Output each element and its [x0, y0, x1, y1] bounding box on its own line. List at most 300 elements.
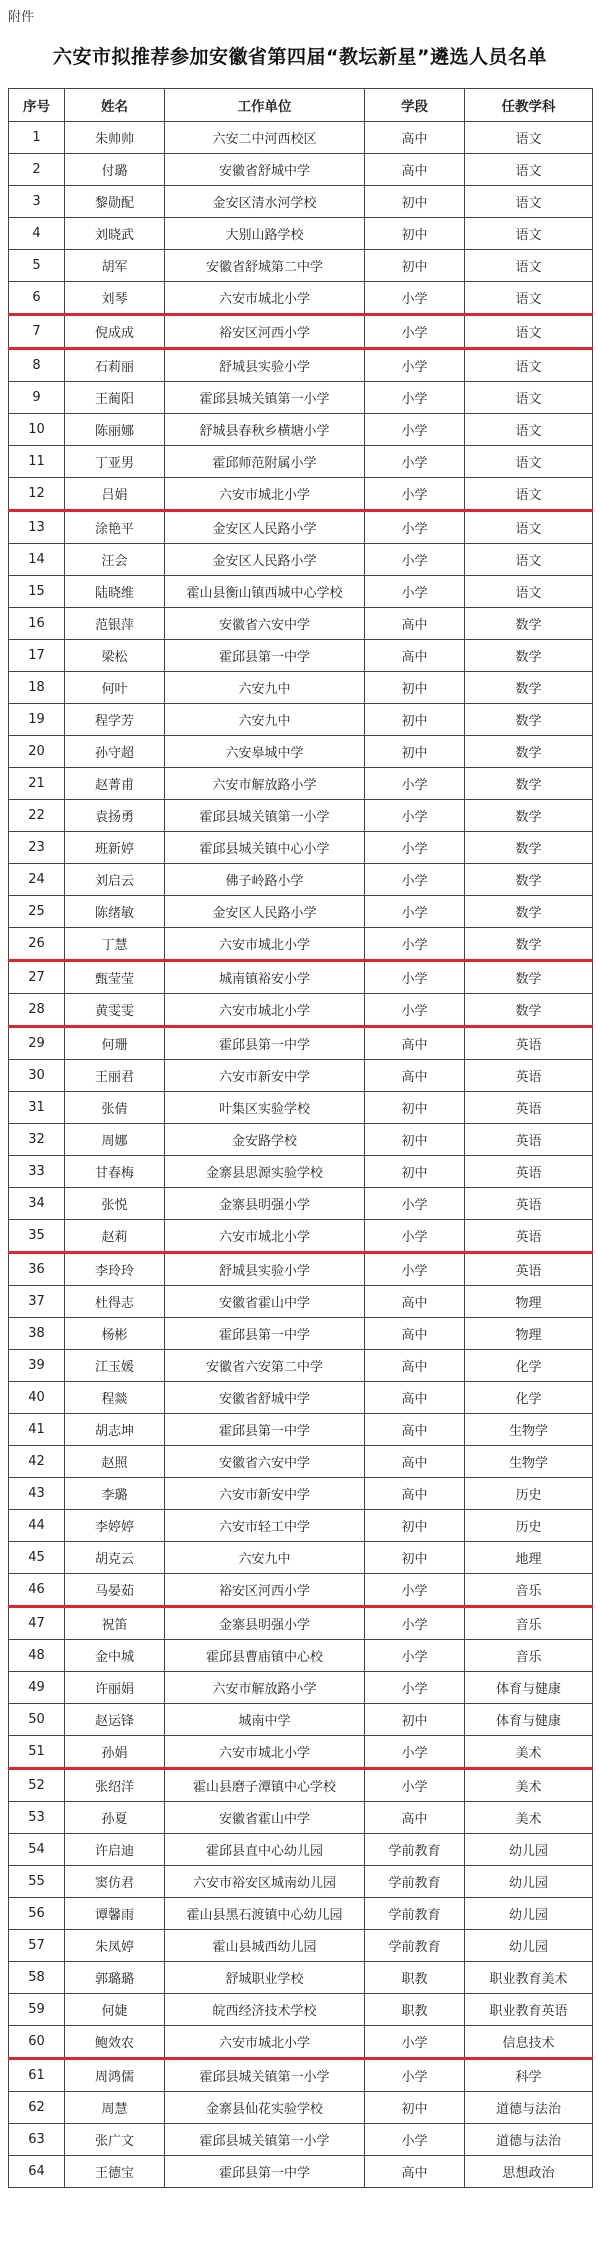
cell-number: 30 [9, 1060, 65, 1092]
cell-subject: 音乐 [465, 1607, 593, 1640]
cell-name: 何珊 [65, 1027, 165, 1060]
cell-subject: 数学 [465, 994, 593, 1027]
cell-name: 张悦 [65, 1188, 165, 1220]
cell-school-stage: 小学 [365, 1188, 465, 1220]
cell-work-unit: 叶集区实验学校 [165, 1092, 365, 1124]
table-row [9, 608, 593, 640]
cell-subject: 职业教育美术 [465, 1962, 593, 1994]
cell-number: 62 [9, 2092, 65, 2124]
cell-name: 周慧 [65, 2092, 165, 2124]
table-row [9, 511, 593, 544]
cell-subject: 英语 [465, 1253, 593, 1286]
cell-number: 63 [9, 2124, 65, 2156]
cell-name: 刘晓武 [65, 218, 165, 250]
cell-work-unit: 六安市裕安区城南幼儿园 [165, 1866, 365, 1898]
cell-school-stage: 学前教育 [365, 1898, 465, 1930]
cell-school-stage: 小学 [365, 446, 465, 478]
cell-subject: 语文 [465, 250, 593, 282]
cell-school-stage: 学前教育 [365, 1834, 465, 1866]
cell-subject: 数学 [465, 704, 593, 736]
cell-number: 45 [9, 1542, 65, 1574]
cell-name: 胡志坤 [65, 1414, 165, 1446]
cell-number: 34 [9, 1188, 65, 1220]
cell-school-stage: 初中 [365, 218, 465, 250]
cell-work-unit: 安徽省舒城中学 [165, 1382, 365, 1414]
cell-name: 周鸿儒 [65, 2059, 165, 2092]
cell-subject: 数学 [465, 736, 593, 768]
cell-name: 陆晓维 [65, 576, 165, 608]
cell-subject: 英语 [465, 1220, 593, 1253]
table-row [9, 414, 593, 446]
cell-subject: 英语 [465, 1027, 593, 1060]
cell-subject: 历史 [465, 1510, 593, 1542]
table-row [9, 1446, 593, 1478]
cell-work-unit: 舒城职业学校 [165, 1962, 365, 1994]
cell-subject: 英语 [465, 1188, 593, 1220]
cell-subject: 语文 [465, 576, 593, 608]
cell-number: 54 [9, 1834, 65, 1866]
cell-number: 14 [9, 544, 65, 576]
cell-name: 黄雯雯 [65, 994, 165, 1027]
cell-subject: 英语 [465, 1156, 593, 1188]
cell-school-stage: 职教 [365, 1962, 465, 1994]
cell-school-stage: 初中 [365, 250, 465, 282]
cell-name: 袁扬勇 [65, 800, 165, 832]
table-row [9, 349, 593, 382]
cell-name: 程学芳 [65, 704, 165, 736]
cell-subject: 语文 [465, 349, 593, 382]
cell-number: 33 [9, 1156, 65, 1188]
table-row [9, 800, 593, 832]
cell-subject: 信息技术 [465, 2026, 593, 2059]
cell-subject: 语文 [465, 282, 593, 315]
cell-number: 10 [9, 414, 65, 446]
cell-number: 49 [9, 1672, 65, 1704]
cell-work-unit: 舒城县实验小学 [165, 349, 365, 382]
cell-number: 58 [9, 1962, 65, 1994]
cell-number: 60 [9, 2026, 65, 2059]
cell-name: 张广文 [65, 2124, 165, 2156]
cell-name: 丁亚男 [65, 446, 165, 478]
cell-school-stage: 学前教育 [365, 1930, 465, 1962]
cell-number: 7 [9, 315, 65, 349]
cell-name: 涂艳平 [65, 511, 165, 544]
cell-subject: 数学 [465, 864, 593, 896]
cell-work-unit: 六安市轻工中学 [165, 1510, 365, 1542]
cell-name: 班新婷 [65, 832, 165, 864]
cell-name: 何叶 [65, 672, 165, 704]
cell-work-unit: 六安九中 [165, 672, 365, 704]
table-row [9, 1286, 593, 1318]
cell-name: 何婕 [65, 1994, 165, 2026]
cell-subject: 生物学 [465, 1414, 593, 1446]
header-work-unit: 工作单位 [165, 89, 365, 122]
cell-work-unit: 六安市解放路小学 [165, 1672, 365, 1704]
cell-work-unit: 舒城县实验小学 [165, 1253, 365, 1286]
cell-name: 梁松 [65, 640, 165, 672]
cell-school-stage: 小学 [365, 382, 465, 414]
table-row [9, 1898, 593, 1930]
cell-number: 9 [9, 382, 65, 414]
cell-name: 王蔺阳 [65, 382, 165, 414]
cell-subject: 数学 [465, 896, 593, 928]
cell-name: 马晏茹 [65, 1574, 165, 1607]
cell-work-unit: 霍邱师范附属小学 [165, 446, 365, 478]
cell-number: 28 [9, 994, 65, 1027]
cell-number: 15 [9, 576, 65, 608]
cell-work-unit: 霍邱县曹庙镇中心校 [165, 1640, 365, 1672]
table-row [9, 1027, 593, 1060]
table-row [9, 1060, 593, 1092]
cell-work-unit: 城南中学 [165, 1704, 365, 1736]
cell-subject: 美术 [465, 1769, 593, 1802]
cell-name: 陈丽娜 [65, 414, 165, 446]
cell-name: 金中城 [65, 1640, 165, 1672]
cell-work-unit: 安徽省霍山中学 [165, 1802, 365, 1834]
cell-number: 57 [9, 1930, 65, 1962]
cell-name: 王丽君 [65, 1060, 165, 1092]
table-row [9, 832, 593, 864]
cell-name: 范银萍 [65, 608, 165, 640]
cell-subject: 语文 [465, 446, 593, 478]
cell-number: 44 [9, 1510, 65, 1542]
cell-name: 陈绪敏 [65, 896, 165, 928]
table-row [9, 2124, 593, 2156]
table-row [9, 382, 593, 414]
cell-subject: 语文 [465, 414, 593, 446]
cell-subject: 体育与健康 [465, 1704, 593, 1736]
table-row [9, 250, 593, 282]
cell-school-stage: 小学 [365, 896, 465, 928]
cell-school-stage: 小学 [365, 2026, 465, 2059]
table-row [9, 1350, 593, 1382]
cell-school-stage: 初中 [365, 186, 465, 218]
cell-school-stage: 高中 [365, 1027, 465, 1060]
cell-name: 石莉丽 [65, 349, 165, 382]
cell-name: 丁慧 [65, 928, 165, 961]
cell-school-stage: 小学 [365, 478, 465, 511]
cell-subject: 生物学 [465, 1446, 593, 1478]
cell-school-stage: 小学 [365, 282, 465, 315]
cell-number: 56 [9, 1898, 65, 1930]
cell-number: 64 [9, 2156, 65, 2188]
cell-name: 程燚 [65, 1382, 165, 1414]
cell-work-unit: 佛子岭路小学 [165, 864, 365, 896]
cell-school-stage: 高中 [365, 122, 465, 154]
cell-work-unit: 金寨县明强小学 [165, 1607, 365, 1640]
cell-school-stage: 高中 [365, 640, 465, 672]
cell-school-stage: 初中 [365, 704, 465, 736]
table-row [9, 640, 593, 672]
cell-number: 41 [9, 1414, 65, 1446]
cell-work-unit: 舒城县春秋乡横塘小学 [165, 414, 365, 446]
cell-number: 53 [9, 1802, 65, 1834]
cell-subject: 科学 [465, 2059, 593, 2092]
cell-number: 43 [9, 1478, 65, 1510]
cell-work-unit: 金安区人民路小学 [165, 544, 365, 576]
annex-label: 附件 [8, 10, 35, 25]
cell-name: 祝笛 [65, 1607, 165, 1640]
cell-work-unit: 金寨县仙花实验学校 [165, 2092, 365, 2124]
cell-work-unit: 金寨县明强小学 [165, 1188, 365, 1220]
table-row [9, 1574, 593, 1607]
cell-school-stage: 小学 [365, 2124, 465, 2156]
cell-work-unit: 裕安区河西小学 [165, 1574, 365, 1607]
cell-school-stage: 初中 [365, 1542, 465, 1574]
cell-number: 8 [9, 349, 65, 382]
table-row [9, 478, 593, 511]
cell-work-unit: 六安九中 [165, 704, 365, 736]
cell-school-stage: 初中 [365, 1092, 465, 1124]
cell-work-unit: 六安市新安中学 [165, 1060, 365, 1092]
cell-school-stage: 小学 [365, 1769, 465, 1802]
header-number: 序号 [9, 89, 65, 122]
cell-subject: 语文 [465, 122, 593, 154]
cell-work-unit: 大别山路学校 [165, 218, 365, 250]
cell-subject: 数学 [465, 832, 593, 864]
table-row [9, 994, 593, 1027]
table-row [9, 154, 593, 186]
cell-school-stage: 高中 [365, 1446, 465, 1478]
cell-number: 12 [9, 478, 65, 511]
cell-name: 赵照 [65, 1446, 165, 1478]
cell-subject: 语文 [465, 218, 593, 250]
cell-number: 25 [9, 896, 65, 928]
cell-school-stage: 高中 [365, 1414, 465, 1446]
table-row [9, 1318, 593, 1350]
cell-work-unit: 霍山县黑石渡镇中心幼儿园 [165, 1898, 365, 1930]
cell-work-unit: 霍邱县第一中学 [165, 1414, 365, 1446]
header-name: 姓名 [65, 89, 165, 122]
cell-number: 39 [9, 1350, 65, 1382]
cell-subject: 数学 [465, 768, 593, 800]
cell-work-unit: 安徽省六安中学 [165, 1446, 365, 1478]
cell-school-stage: 学前教育 [365, 1866, 465, 1898]
cell-subject: 地理 [465, 1542, 593, 1574]
table-row [9, 1704, 593, 1736]
cell-name: 孙守超 [65, 736, 165, 768]
cell-number: 40 [9, 1382, 65, 1414]
table-row [9, 1866, 593, 1898]
cell-work-unit: 六安皋城中学 [165, 736, 365, 768]
cell-subject: 语文 [465, 186, 593, 218]
cell-number: 29 [9, 1027, 65, 1060]
cell-school-stage: 小学 [365, 928, 465, 961]
cell-number: 61 [9, 2059, 65, 2092]
cell-school-stage: 小学 [365, 2059, 465, 2092]
cell-school-stage: 小学 [365, 1574, 465, 1607]
cell-number: 23 [9, 832, 65, 864]
cell-subject: 道德与法治 [465, 2124, 593, 2156]
cell-number: 4 [9, 218, 65, 250]
cell-school-stage: 小学 [365, 1672, 465, 1704]
cell-work-unit: 安徽省六安第二中学 [165, 1350, 365, 1382]
cell-subject: 数学 [465, 608, 593, 640]
cell-school-stage: 初中 [365, 736, 465, 768]
table-row [9, 1994, 593, 2026]
cell-school-stage: 小学 [365, 832, 465, 864]
cell-work-unit: 霍邱县第一中学 [165, 640, 365, 672]
cell-work-unit: 安徽省舒城第二中学 [165, 250, 365, 282]
table-row [9, 1962, 593, 1994]
cell-number: 52 [9, 1769, 65, 1802]
cell-school-stage: 初中 [365, 1156, 465, 1188]
cell-name: 甄莹莹 [65, 961, 165, 994]
cell-school-stage: 初中 [365, 1124, 465, 1156]
cell-work-unit: 六安市城北小学 [165, 928, 365, 961]
cell-subject: 物理 [465, 1318, 593, 1350]
cell-subject: 语文 [465, 382, 593, 414]
table-row [9, 186, 593, 218]
cell-number: 6 [9, 282, 65, 315]
cell-subject: 语文 [465, 154, 593, 186]
cell-subject: 化学 [465, 1350, 593, 1382]
cell-subject: 英语 [465, 1124, 593, 1156]
cell-work-unit: 六安市新安中学 [165, 1478, 365, 1510]
table-row [9, 1188, 593, 1220]
cell-number: 50 [9, 1704, 65, 1736]
cell-subject: 幼儿园 [465, 1834, 593, 1866]
cell-name: 刘琴 [65, 282, 165, 315]
cell-number: 36 [9, 1253, 65, 1286]
table-row [9, 896, 593, 928]
cell-name: 朱帅帅 [65, 122, 165, 154]
cell-school-stage: 小学 [365, 1253, 465, 1286]
table-row [9, 1382, 593, 1414]
cell-work-unit: 六安市解放路小学 [165, 768, 365, 800]
cell-school-stage: 小学 [365, 349, 465, 382]
cell-number: 32 [9, 1124, 65, 1156]
cell-number: 38 [9, 1318, 65, 1350]
cell-subject: 数学 [465, 672, 593, 704]
cell-subject: 美术 [465, 1736, 593, 1769]
cell-school-stage: 高中 [365, 608, 465, 640]
cell-name: 甘春梅 [65, 1156, 165, 1188]
cell-subject: 幼儿园 [465, 1930, 593, 1962]
cell-work-unit: 金寨县思源实验学校 [165, 1156, 365, 1188]
cell-school-stage: 小学 [365, 864, 465, 896]
cell-number: 55 [9, 1866, 65, 1898]
table-row [9, 1253, 593, 1286]
cell-school-stage: 高中 [365, 1350, 465, 1382]
cell-subject: 数学 [465, 800, 593, 832]
cell-subject: 数学 [465, 961, 593, 994]
cell-name: 张倩 [65, 1092, 165, 1124]
table-row [9, 864, 593, 896]
cell-work-unit: 霍邱县城关镇第一小学 [165, 800, 365, 832]
cell-name: 杨彬 [65, 1318, 165, 1350]
table-row [9, 1769, 593, 1802]
cell-school-stage: 初中 [365, 1510, 465, 1542]
cell-school-stage: 高中 [365, 2156, 465, 2188]
cell-subject: 语文 [465, 544, 593, 576]
table-row [9, 1510, 593, 1542]
cell-number: 17 [9, 640, 65, 672]
cell-number: 27 [9, 961, 65, 994]
cell-subject: 语文 [465, 315, 593, 349]
cell-work-unit: 霍山县衡山镇西城中心学校 [165, 576, 365, 608]
cell-number: 11 [9, 446, 65, 478]
cell-work-unit: 六安市城北小学 [165, 282, 365, 315]
cell-school-stage: 高中 [365, 1060, 465, 1092]
cell-subject: 语文 [465, 511, 593, 544]
table-row [9, 2059, 593, 2092]
cell-work-unit: 霍山县城西幼儿园 [165, 1930, 365, 1962]
cell-work-unit: 霍山县磨子潭镇中心学校 [165, 1769, 365, 1802]
table-row [9, 1640, 593, 1672]
cell-work-unit: 裕安区河西小学 [165, 315, 365, 349]
table-row [9, 282, 593, 315]
cell-name: 孙夏 [65, 1802, 165, 1834]
cell-school-stage: 小学 [365, 544, 465, 576]
cell-school-stage: 小学 [365, 768, 465, 800]
cell-number: 22 [9, 800, 65, 832]
cell-name: 汪会 [65, 544, 165, 576]
cell-name: 付璐 [65, 154, 165, 186]
table-row [9, 1156, 593, 1188]
table-row [9, 2156, 593, 2188]
cell-subject: 语文 [465, 478, 593, 511]
cell-work-unit: 六安市城北小学 [165, 478, 365, 511]
cell-school-stage: 高中 [365, 1286, 465, 1318]
cell-school-stage: 小学 [365, 1607, 465, 1640]
table-row [9, 961, 593, 994]
cell-number: 24 [9, 864, 65, 896]
table-row [9, 1220, 593, 1253]
table-row [9, 218, 593, 250]
cell-school-stage: 初中 [365, 1704, 465, 1736]
cell-work-unit: 六安市城北小学 [165, 1736, 365, 1769]
table-row [9, 672, 593, 704]
cell-number: 20 [9, 736, 65, 768]
cell-name: 杜得志 [65, 1286, 165, 1318]
document-title: 六安市拟推荐参加安徽省第四届“教坛新星”遴选人员名单 [53, 46, 547, 68]
cell-name: 赵莉 [65, 1220, 165, 1253]
table-row [9, 122, 593, 154]
cell-work-unit: 六安二中河西校区 [165, 122, 365, 154]
table-row [9, 2026, 593, 2059]
table-row [9, 1930, 593, 1962]
cell-work-unit: 金安区人民路小学 [165, 896, 365, 928]
cell-school-stage: 小学 [365, 511, 465, 544]
cell-work-unit: 霍邱县城关镇第一小学 [165, 2059, 365, 2092]
table-body [9, 122, 593, 2188]
cell-school-stage: 高中 [365, 1478, 465, 1510]
cell-work-unit: 霍邱县第一中学 [165, 1027, 365, 1060]
table-row [9, 315, 593, 349]
cell-work-unit: 金安路学校 [165, 1124, 365, 1156]
cell-school-stage: 高中 [365, 1802, 465, 1834]
cell-name: 李玲玲 [65, 1253, 165, 1286]
cell-school-stage: 小学 [365, 994, 465, 1027]
cell-work-unit: 安徽省霍山中学 [165, 1286, 365, 1318]
cell-number: 21 [9, 768, 65, 800]
cell-school-stage: 高中 [365, 1318, 465, 1350]
cell-subject: 物理 [465, 1286, 593, 1318]
cell-work-unit: 霍邱县第一中学 [165, 2156, 365, 2188]
cell-number: 26 [9, 928, 65, 961]
cell-subject: 数学 [465, 640, 593, 672]
cell-name: 李婷婷 [65, 1510, 165, 1542]
cell-subject: 幼儿园 [465, 1866, 593, 1898]
cell-work-unit: 安徽省六安中学 [165, 608, 365, 640]
cell-work-unit: 霍邱县第一中学 [165, 1318, 365, 1350]
cell-subject: 美术 [465, 1802, 593, 1834]
cell-number: 51 [9, 1736, 65, 1769]
cell-work-unit: 霍邱县城关镇第一小学 [165, 2124, 365, 2156]
cell-school-stage: 小学 [365, 1640, 465, 1672]
cell-work-unit: 金安区清水河学校 [165, 186, 365, 218]
